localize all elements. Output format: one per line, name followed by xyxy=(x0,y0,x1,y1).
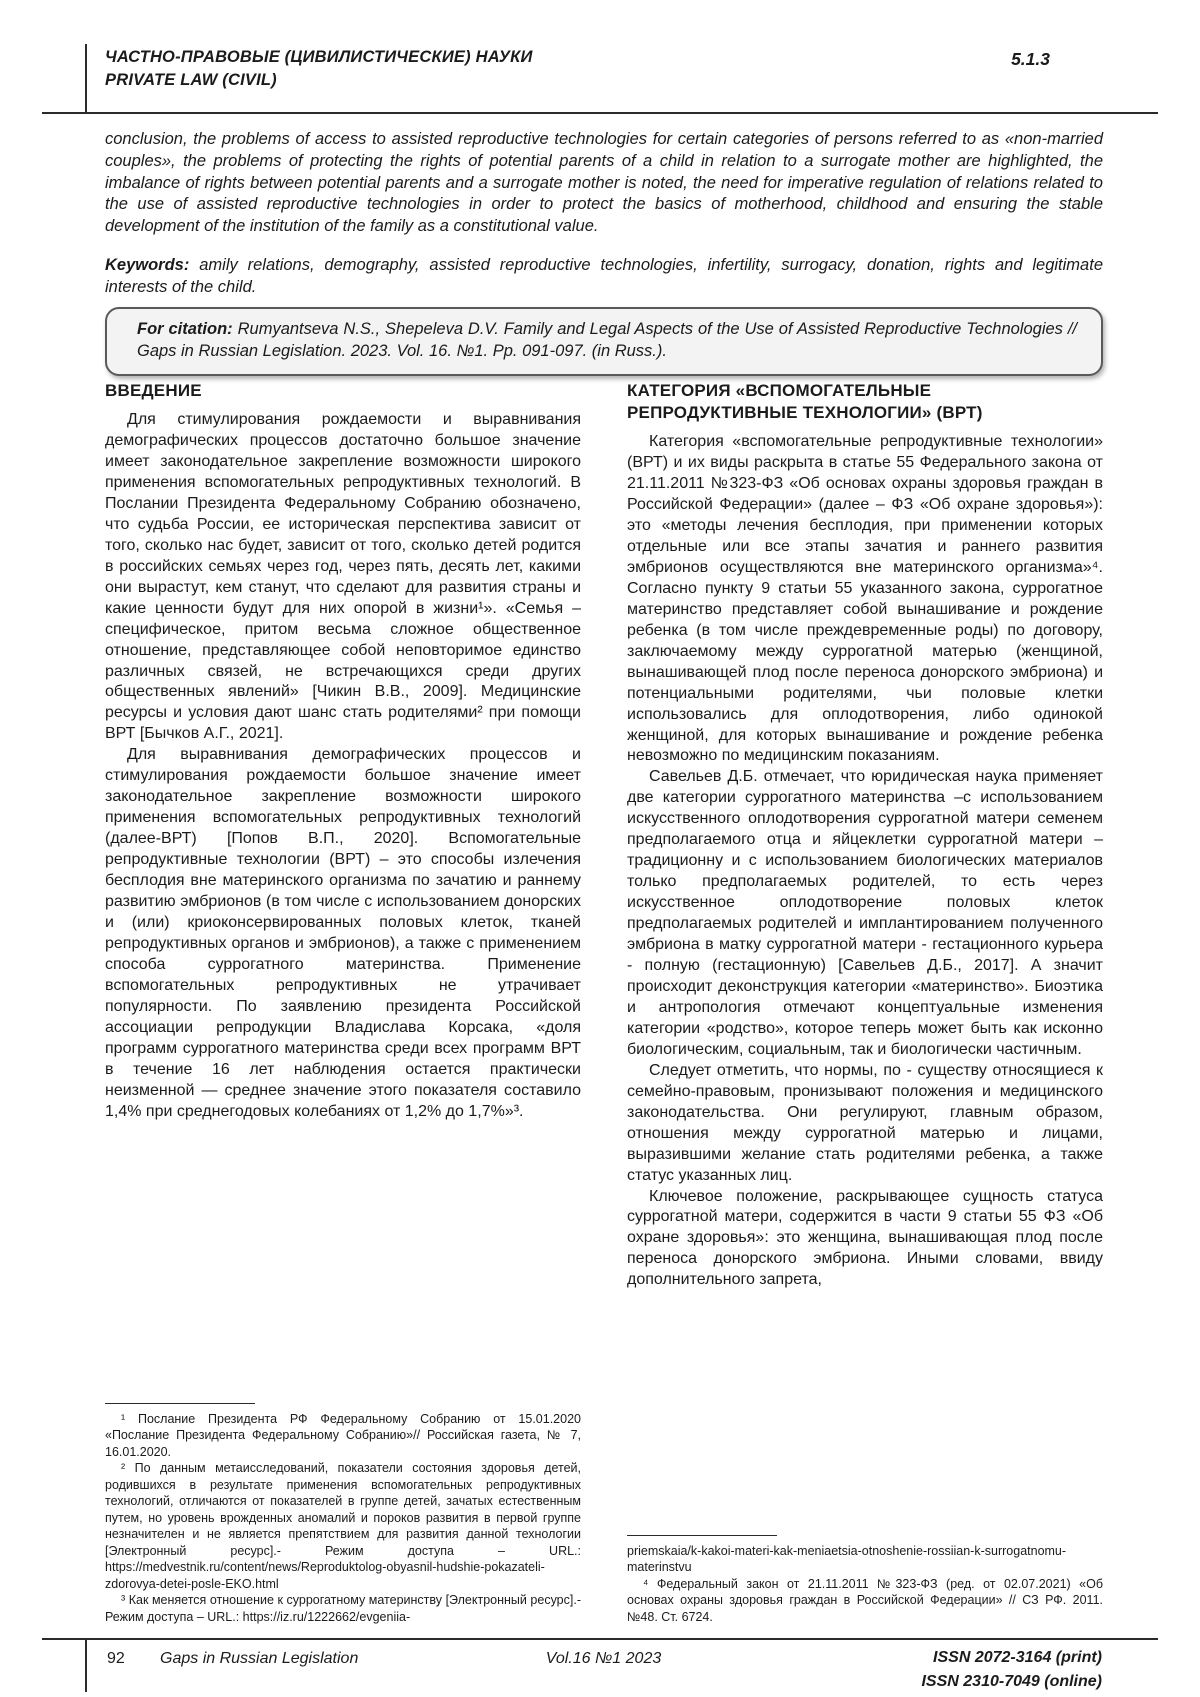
footer-left-rule xyxy=(85,1638,87,1692)
paragraph: Категория «вспомогательные репродуктивные технологии» (ВРТ) и их виды раскрыта в статье 55 Федерального закона от 21.11.2011 №323-ФЗ «Об основах охраны здоровья граждан в Российской Федерации» (далее – ФЗ «Об охране здоровья»): это «методы лечения бесплодия, при применении которых отдельные или все этапы зачатия и раннего развития эмбрионов осуществляются вне материнского организма»⁴. Согласно пункту 9 статьи 55 указанного закона, суррогатное материнство представляет собой вынашивание и рождение ребенка (в том числе преждевременные роды) по договору, заключаемому между суррогатной матерью (женщиной, вынашивающей плод после переноса донорского эмбриона) и потенциальными родителями, чьи половые клетки использовались для оплодотворения, либо одинокой женщиной, для которых вынашивание и рождение ребенка невозможно по медицинским показаниям. xyxy=(627,433,1103,765)
footnote-separator xyxy=(627,1535,777,1536)
article-columns xyxy=(105,380,1103,1625)
header-left-rule xyxy=(85,44,87,114)
keywords-line xyxy=(105,255,1103,299)
footer-rule xyxy=(42,1638,1158,1640)
footnote-2: ² По данным метаисследований, показатели состояния здоровья детей, родившихся в результате применения вспомогательных репродуктивных технологий, отличаются от показателей в группе детей, зачатых естественным путем, но уровень врожденных аномалий и пороков развития в первой группе незначителен и не является препятствием для развития данной технологии [Электронный ресурс].- Режим доступа – URL.: https://medvestnik.ru/content/news/Reproduktolog-obyasnil-hudshie-pokazateli-zdorovya-detei-posle-EKO.html xyxy=(105,1461,581,1591)
rubric-title-en: PRIVATE LAW (CIVIL) xyxy=(105,71,277,90)
footnote-3-continuation: priemskaia/k-kakoi-materi-kak-meniaetsia-otnoshenie-rossiian-k-surrogatnomu-materinstvu xyxy=(627,1543,1067,1574)
introduction-heading: ВВЕДЕНИЕ xyxy=(105,381,202,400)
paragraph: Ключевое положение, раскрывающее сущность статуса суррогатной матери, содержится в части 9 статьи 55 ФЗ «Об охране здоровья»: это женщина, вынашивающая плод после переноса донорского эмбриона. Иными словами, ввиду дополнительного запрета, xyxy=(627,1187,1103,1289)
category-heading: КАТЕГОРИЯ «ВСПОМОГАТЕЛЬНЫЕ РЕПРОДУКТИВНЫЕ ТЕХНОЛОГИИ» (ВРТ) xyxy=(627,381,983,423)
abstract-text: conclusion, the problems of access to assisted reproductive technologies for certain categories of persons referred to as «non-married couples», the problems of protecting the rights of potential parents of a child in relation to a surrogate mother are highlighted, the imbalance of rights between potential parents and a surrogate mother is noted, the need for imperative regulation of relations related to the use of assisted reproductive technologies in order to protect the basics of motherhood, childhood and ensuring the stable development of the institution of the family as a constitutional value. xyxy=(105,130,1103,236)
issue-info: Vol.16 №1 2023 xyxy=(545,1650,662,1667)
citation-line xyxy=(137,318,1077,363)
keywords-label: Keywords: xyxy=(105,255,190,274)
journal-title: Gaps in Russian Legislation xyxy=(160,1650,359,1667)
left-footnotes xyxy=(105,1395,581,1626)
right-footnotes xyxy=(627,1527,1103,1626)
footnote-4: ⁴ Федеральный закон от 21.11.2011 №323-ФЗ (ред. от 02.07.2021) «Об основах охраны здоровья граждан в Российской Федерации» // СЗ РФ. 2011. №48. Ст. 6724. xyxy=(627,1576,1103,1624)
right-column xyxy=(627,380,1103,1625)
left-column xyxy=(105,380,581,1625)
rubric-block xyxy=(105,46,533,92)
paragraph: Для выравнивания демографических процессов и стимулирования рождаемости большое значение имеет законодательное закрепление возможности широкого применения вспомогательных репродуктивных технологий (далее-ВРТ) [Попов В.П., 2020]. Вспомогательные репродуктивные технологии (ВРТ) – это способы излечения бесплодия вне материнского организма по зачатию и раннему развитию эмбрионов (в том числе с использованием донорских и (или) криоконсервированных половых клеток, тканей репродуктивных органов и эмбрионов), а также с применением способа суррогатного материнства. Применение вспомогательных репродуктивных не утрачивает популярности. По заявлению президента Российской ассоциации репродукции Владислава Корсака, «доля программ суррогатного материнства среди всех программ ВРТ в течение 16 лет наблюдения остается практически неизменной — среднее значение этого показателя составило 1,4% при среднегодовых колебаниях от 1,2% до 1,7%»³. xyxy=(105,746,581,1120)
keywords-text: amily relations, demography, assisted reproductive technologies, infertility, surrogacy, donation, rights and legitimate interests of the child. xyxy=(105,255,1103,296)
issn-online: ISSN 2310-7049 (online) xyxy=(921,1673,1102,1690)
footnote-1: ¹ Послание Президента РФ Федеральному Собранию от 15.01.2020 «Послание Президента Федеральному Собранию»// Российская газета, № 7, 16.01.2020. xyxy=(105,1411,581,1459)
paragraph: Следует отметить, что нормы, по - существу относящиеся к семейно-правовым, пронизывают положения и медицинского законодательства. Они регулируют, главным образом, отношения между суррогатной матерью и лицами, выразившими желание стать родителями ребенка, а также статус указанных лиц. xyxy=(627,1061,1103,1184)
abstract-section xyxy=(105,129,1103,298)
issn-block xyxy=(921,1646,1102,1694)
header-rule xyxy=(42,112,1158,114)
citation-label: For citation: xyxy=(137,320,233,338)
paragraph: Для стимулирования рождаемости и выравнивания демографических процессов достаточно большое значение имеет законодательное закрепление возможности широкого применения вспомогательных репродуктивных технологий. В Послании Президента Федеральному Собранию обозначено, что судьба России, ее историческая перспектива зависит от того, сколько нас будет, зависит от того, сколько детей родится в российских семьях через год, через пять, десять лет, какими они вырастут, кем станут, что сделают для развития страны и какие ценности будут для них опорой в жизни¹». «Семья – специфическое, притом весьма сложное общественное отношение, представляющее собой неповторимое единство различных связей, не встречающихся среди других общественных явлений» [Чикин В.В., 2009]. Медицинские ресурсы и условия дают шанс стать родителями² при помощи ВРТ [Бычков А.Г., 2021]. xyxy=(105,411,581,743)
page-number: 92 xyxy=(107,1650,125,1667)
footnote-3: ³ Как меняется отношение к суррогатному материнству [Электронный ресурс].- Режим доступа – URL.: https://iz.ru/1222662/evgeniia- xyxy=(105,1593,581,1624)
page-footer xyxy=(105,1646,1102,1694)
rubric-title-ru: ЧАСТНО-ПРАВОВЫЕ (ЦИВИЛИСТИЧЕСКИЕ) НАУКИ xyxy=(105,48,533,66)
citation-text: Rumyantseva N.S., Shepeleva D.V. Family and Legal Aspects of the Use of Assisted Reproductive Technologies // Gaps in Russian Legislation. 2023. Vol. 16. №1. Pp. 091-097. (in Russ.). xyxy=(137,320,1077,361)
paragraph: Савельев Д.Б. отмечает, что юридическая наука применяет две категории суррогатного материнства –с использованием искусственного оплодотворения суррогатной матери семенем предполагаемого отца и яйцеклетки суррогатной матери – традиционну и с использованием биологических материалов только предполагаемых родителей, то есть через искусственное оплодотворение половых клеток предполагаемых родителей и имплантированием полученного эмбриона в матку суррогатной матери - гестационного курьера - полную (гестационную) [Савельев Д.Б., 2017]. А значит происходит деконструкция категории «материнство». Биоэтика и антропология отмечают концептуальные изменения категории «родство», которое теперь может быть как исконно биологическим, социальным, так и биологически частичным. xyxy=(627,768,1103,1058)
issn-print: ISSN 2072-3164 (print) xyxy=(933,1649,1102,1666)
citation-box xyxy=(105,307,1103,376)
page-header xyxy=(105,46,1050,92)
footnote-separator xyxy=(105,1403,255,1404)
specialty-code: 5.1.3 xyxy=(1011,49,1050,69)
